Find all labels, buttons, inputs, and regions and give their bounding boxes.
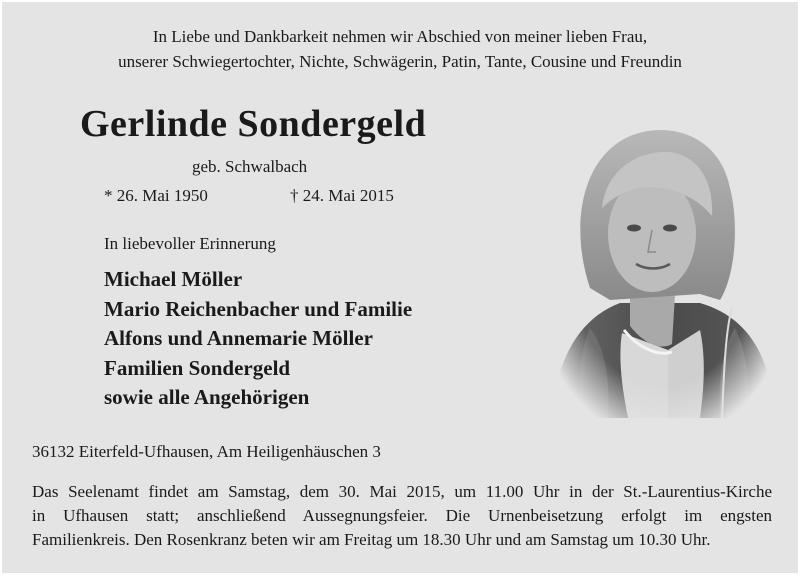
death-date: † 24. Mai 2015 xyxy=(290,186,394,205)
deceased-name: Gerlinde Sondergeld xyxy=(80,103,427,145)
address: 36132 Eiterfeld-Ufhausen, Am Heiligenhäuschen 3 xyxy=(32,442,381,461)
service-line-2: in Ufhausen statt; anschließend Aussegnungsfeier. Die Urnenbeisetzung erfolgt im engsten xyxy=(32,506,772,525)
obituary-card xyxy=(2,2,798,573)
mourner-item: Alfons und Annemarie Möller xyxy=(104,326,373,350)
mourner-item: sowie alle Angehörigen xyxy=(104,385,310,409)
memory-line: In liebevoller Erinnerung xyxy=(104,234,276,253)
service-line-1: Das Seelenamt findet am Samstag, dem 30. Mai 2015, um 11.00 Uhr in der St.-Laurentius-Kirche xyxy=(32,482,772,501)
mourner-item: Mario Reichenbacher und Familie xyxy=(104,296,413,321)
intro-text xyxy=(2,24,798,74)
intro-line-1: In Liebe und Dankbarkeit nehmen wir Abschied von meiner lieben Frau, xyxy=(152,27,648,46)
birth-name: geb. Schwalbach xyxy=(192,157,308,176)
birth-date: * 26. Mai 1950 xyxy=(104,186,208,205)
service-line-3: Familienkreis. Den Rosenkranz beten wir am Freitag um 18.30 Uhr und am Samstag um 10.30 Uhr. xyxy=(32,530,711,549)
intro-line-2: unserer Schwiegertochter, Nichte, Schwägerin, Patin, Tante, Cousine und Freundin xyxy=(118,52,682,71)
portrait-photo xyxy=(550,118,776,426)
mourners-list xyxy=(104,265,412,413)
mourner-item: Michael Möller xyxy=(104,267,243,291)
mourner-item: Familien Sondergeld xyxy=(104,355,291,380)
service-info xyxy=(32,480,772,552)
